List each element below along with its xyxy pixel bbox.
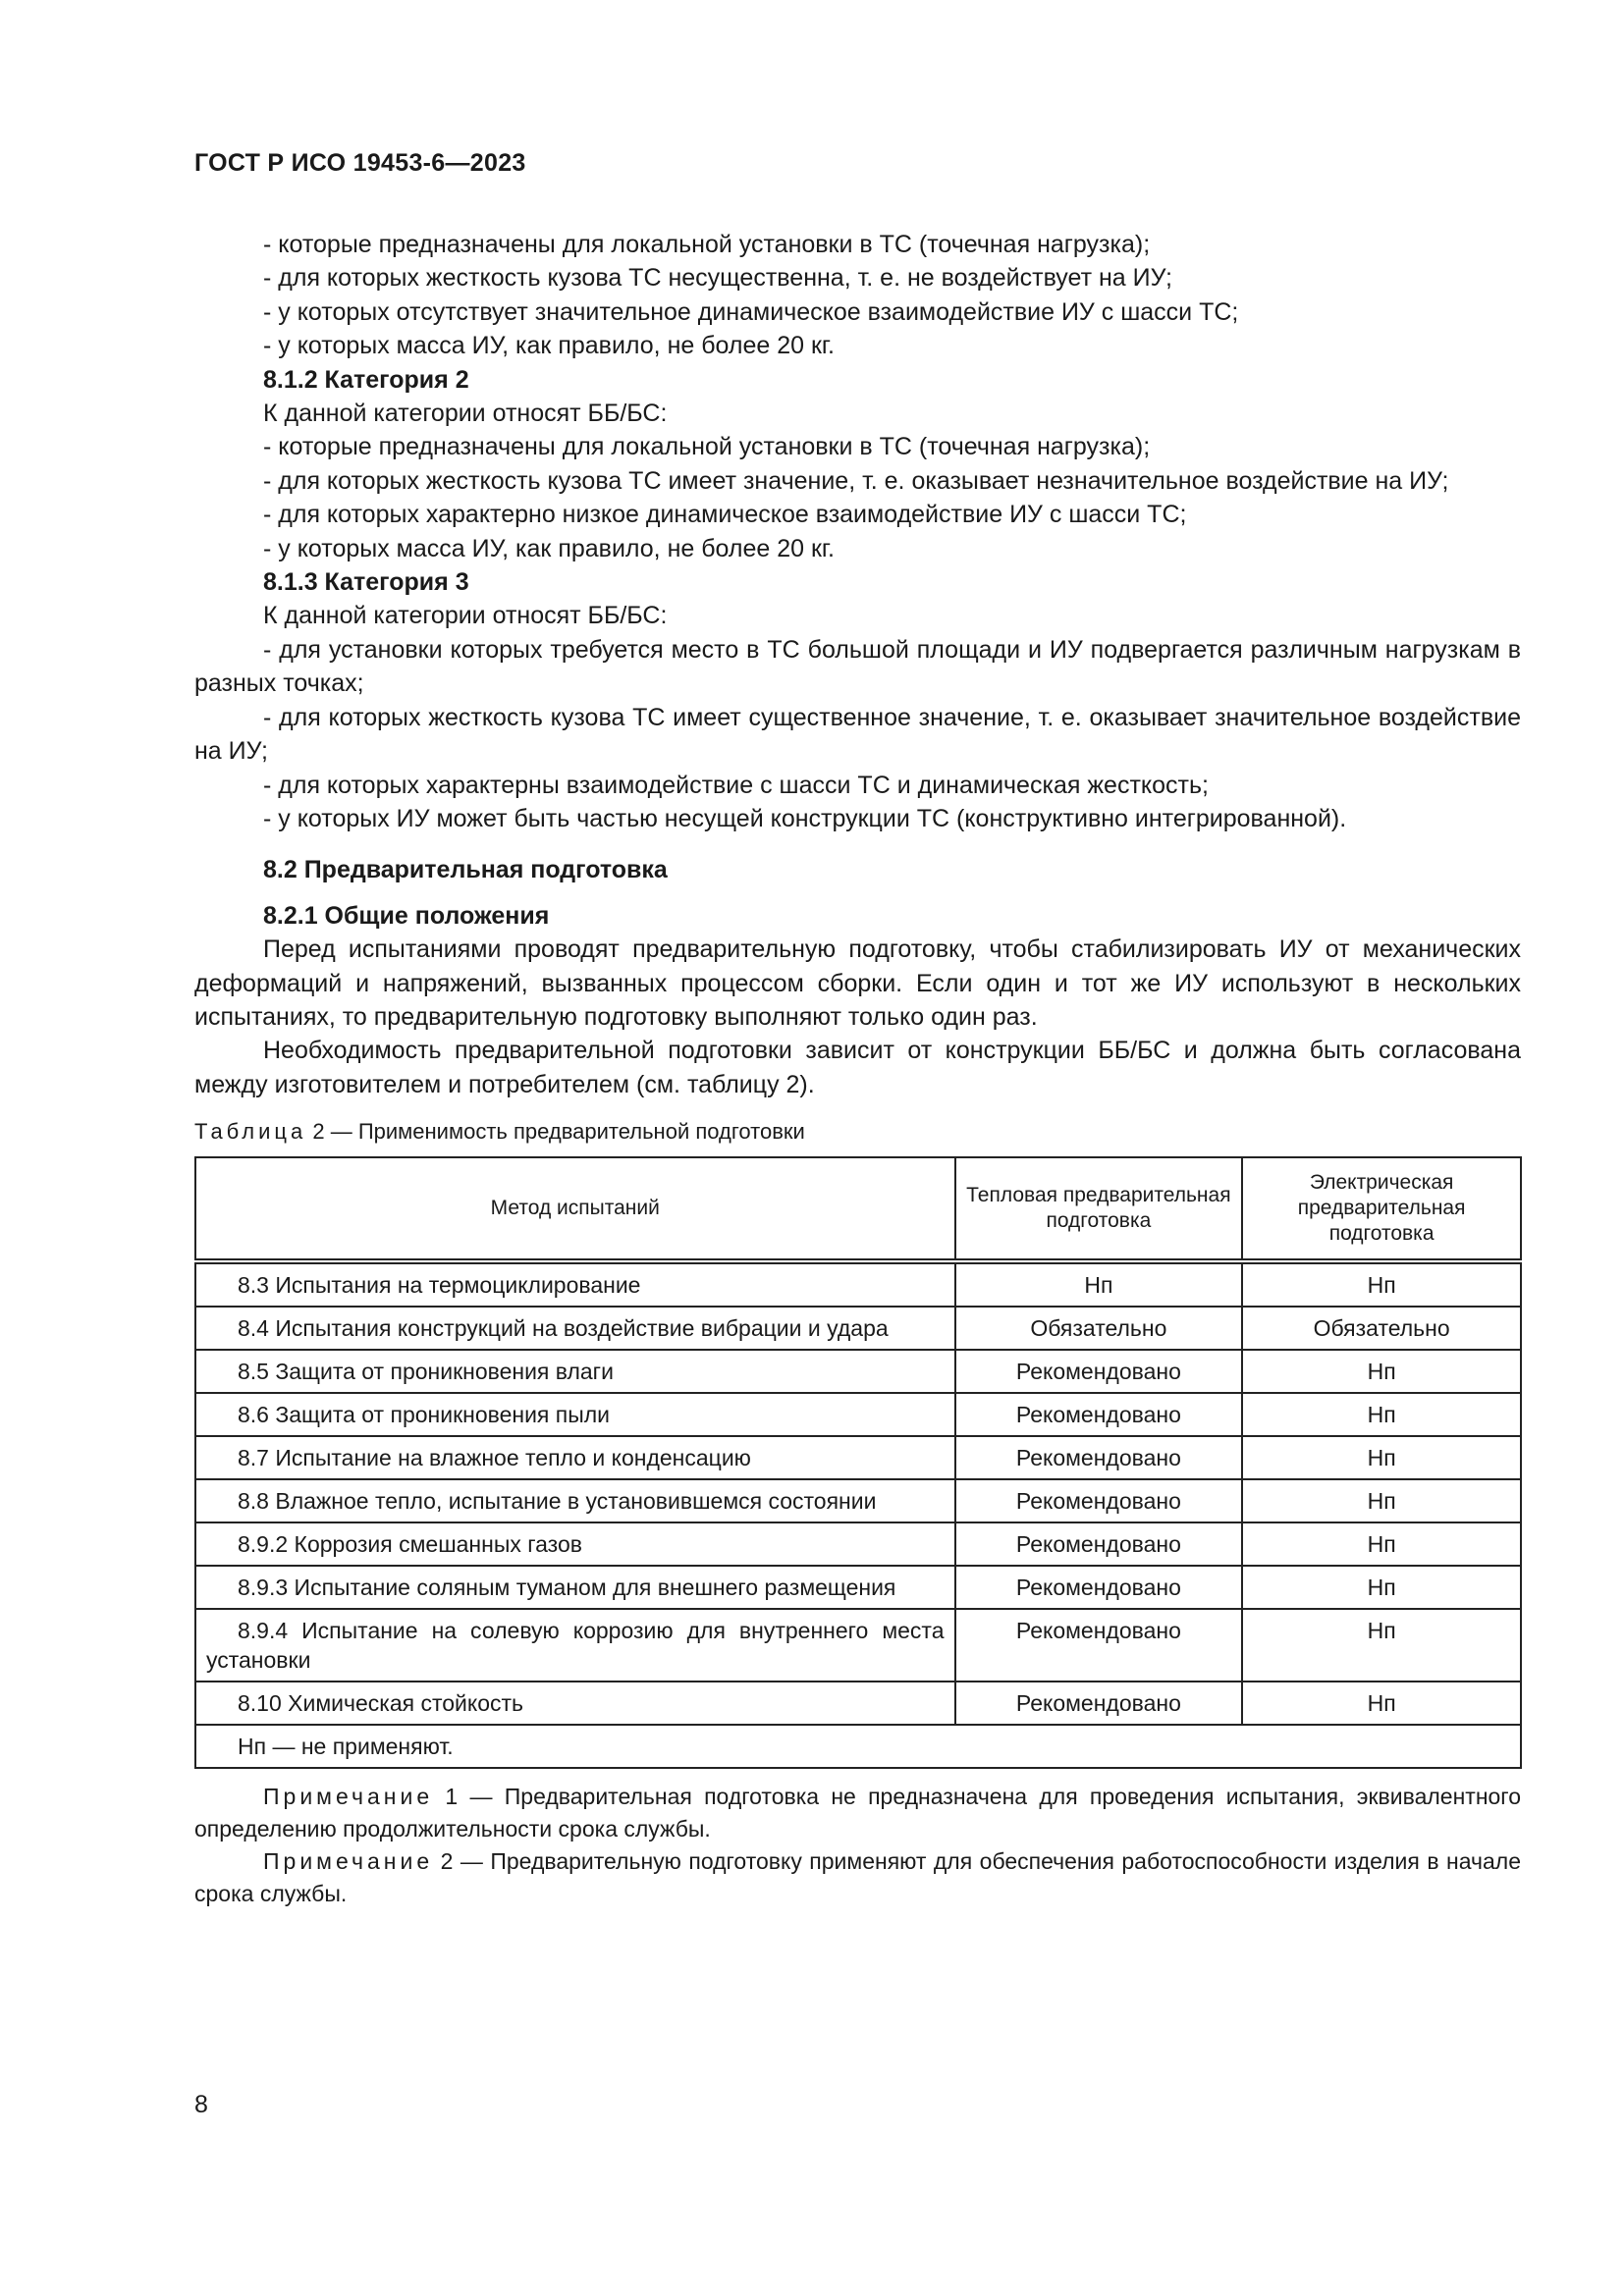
table-row: [195, 1566, 1521, 1609]
table-header-row: [195, 1157, 1521, 1261]
cell-electrical: Нп: [1242, 1522, 1521, 1566]
cell-method: 8.10 Химическая стойкость: [195, 1682, 955, 1725]
section-heading: 8.2 Предварительная подготовка: [263, 856, 668, 884]
preconditioning-table: [194, 1156, 1522, 1769]
paragraph: - для которых жесткость кузова ТС имеет существенное значение, т. е. оказывает значительное воздействие на ИУ;: [194, 703, 1521, 766]
table-caption-label: Таблица: [194, 1119, 307, 1145]
cell-method: 8.7 Испытание на влажное тепло и конденсацию: [195, 1436, 955, 1479]
table-row: [195, 1436, 1521, 1479]
cell-method: 8.6 Защита от проникновения пыли: [195, 1393, 955, 1436]
paragraph: К данной категории относят ББ/БС:: [263, 602, 668, 630]
section-heading: 8.1.2 Категория 2: [263, 365, 469, 394]
cell-electrical: Нп: [1242, 1350, 1521, 1393]
cell-electrical: Нп: [1242, 1609, 1521, 1682]
paragraph: - для которых характерно низкое динамическое взаимодействие ИУ с шасси ТС;: [263, 501, 1187, 529]
paragraph: Необходимость предварительной подготовки зависит от конструкции ББ/БС и должна быть согласована между изготовителем и потребителем (см. таблицу 2).: [194, 1037, 1521, 1098]
cell-method: 8.9.4 Испытание на солевую коррозию для внутреннего места установки: [195, 1609, 955, 1682]
cell-electrical: Нп: [1242, 1436, 1521, 1479]
note-2: [194, 1845, 1521, 1910]
paragraph: Перед испытаниями проводят предварительную подготовку, чтобы стабилизировать ИУ от механических деформаций и напряжений, вызванных процессом сборки. Если один и тот же ИУ используют в нескольких испытаниях, то предварительную подготовку выполняют только один раз.: [194, 935, 1521, 1031]
page-number: 8: [194, 2091, 208, 2118]
paragraph: - которые предназначены для локальной установки в ТС (точечная нагрузка);: [263, 231, 1151, 258]
note-label: Примечание: [263, 1848, 434, 1875]
table-row: [195, 1261, 1521, 1307]
cell-electrical: Нп: [1242, 1261, 1521, 1307]
paragraph: - для которых жесткость кузова ТС несущественна, т. е. не воздействует на ИУ;: [263, 264, 1172, 293]
note-text: 2 — Предварительную подготовку применяют для обеспечения работоспособности изделия в начале срока службы.: [194, 1848, 1521, 1907]
cell-method: 8.4 Испытания конструкций на воздействие вибрации и удара: [195, 1307, 955, 1350]
header-electrical: Электрическая предварительная подготовка: [1242, 1157, 1521, 1261]
cell-electrical: Нп: [1242, 1393, 1521, 1436]
paragraph: - у которых ИУ может быть частью несущей конструкции ТС (конструктивно интегрированной).: [263, 804, 1347, 832]
header-thermal: Тепловая предварительная подготовка: [955, 1157, 1243, 1261]
table-row: [195, 1609, 1521, 1682]
paragraph: - у которых масса ИУ, как правило, не более 20 кг.: [263, 534, 835, 562]
table-row: [195, 1522, 1521, 1566]
cell-thermal: Рекомендовано: [955, 1393, 1243, 1436]
cell-method: 8.3 Испытания на термоциклирование: [195, 1261, 955, 1307]
header-method: Метод испытаний: [195, 1157, 955, 1261]
cell-electrical: Нп: [1242, 1479, 1521, 1522]
cell-thermal: Рекомендовано: [955, 1436, 1243, 1479]
notes: [194, 1781, 1521, 1910]
cell-method: 8.9.2 Коррозия смешанных газов: [195, 1522, 955, 1566]
paragraph: - для которых жесткость кузова ТС имеет значение, т. е. оказывает незначительное воздействие на ИУ;: [263, 466, 1449, 495]
document-body: [194, 228, 1521, 1910]
cell-thermal: Рекомендовано: [955, 1522, 1243, 1566]
paragraph: - у которых масса ИУ, как правило, не более 20 кг.: [263, 332, 835, 360]
table-footnote-row: [195, 1725, 1521, 1768]
section-heading: 8.2.1 Общие положения: [263, 901, 550, 930]
paragraph: - которые предназначены для локальной установки в ТС (точечная нагрузка);: [263, 433, 1151, 461]
cell-electrical: Нп: [1242, 1566, 1521, 1609]
cell-thermal: Рекомендовано: [955, 1566, 1243, 1609]
cell-method: 8.9.3 Испытание соляным туманом для внешнего размещения: [195, 1566, 955, 1609]
cell-thermal: Рекомендовано: [955, 1479, 1243, 1522]
table-row: [195, 1393, 1521, 1436]
table-row: [195, 1479, 1521, 1522]
table-footnote: Нп — не применяют.: [195, 1725, 1521, 1768]
cell-thermal: Нп: [955, 1261, 1243, 1307]
cell-thermal: Рекомендовано: [955, 1350, 1243, 1393]
note-text: 1 — Предварительная подготовка не предназначена для проведения испытания, эквивалентного определению продолжительности срока службы.: [194, 1784, 1521, 1842]
paragraph: - для установки которых требуется место в ТС большой площади и ИУ подвергается различным нагрузкам в разных точках;: [194, 635, 1521, 698]
table-caption-text: 2 — Применимость предварительной подготовки: [306, 1119, 805, 1145]
note-label: Примечание: [263, 1784, 434, 1810]
cell-thermal: Обязательно: [955, 1307, 1243, 1350]
cell-electrical: Нп: [1242, 1682, 1521, 1725]
cell-electrical: Обязательно: [1242, 1307, 1521, 1350]
cell-method: 8.8 Влажное тепло, испытание в установившемся состоянии: [195, 1479, 955, 1522]
table-row: [195, 1307, 1521, 1350]
cell-thermal: Рекомендовано: [955, 1682, 1243, 1725]
document-header: ГОСТ Р ИСО 19453-6—2023: [194, 149, 526, 177]
paragraph: - для которых характерны взаимодействие с шасси ТС и динамическая жесткость;: [263, 771, 1209, 799]
table-body: [195, 1261, 1521, 1725]
table-row: [195, 1350, 1521, 1393]
table-caption: [194, 1117, 1521, 1147]
table-row: [195, 1682, 1521, 1725]
paragraph: - у которых отсутствует значительное динамическое взаимодействие ИУ с шасси ТС;: [263, 297, 1239, 326]
paragraphs: [194, 228, 1521, 1101]
cell-method: 8.5 Защита от проникновения влаги: [195, 1350, 955, 1393]
cell-thermal: Рекомендовано: [955, 1609, 1243, 1682]
paragraph: К данной категории относят ББ/БС:: [263, 400, 668, 428]
note-1: [194, 1781, 1521, 1845]
section-heading: 8.1.3 Категория 3: [263, 568, 469, 597]
